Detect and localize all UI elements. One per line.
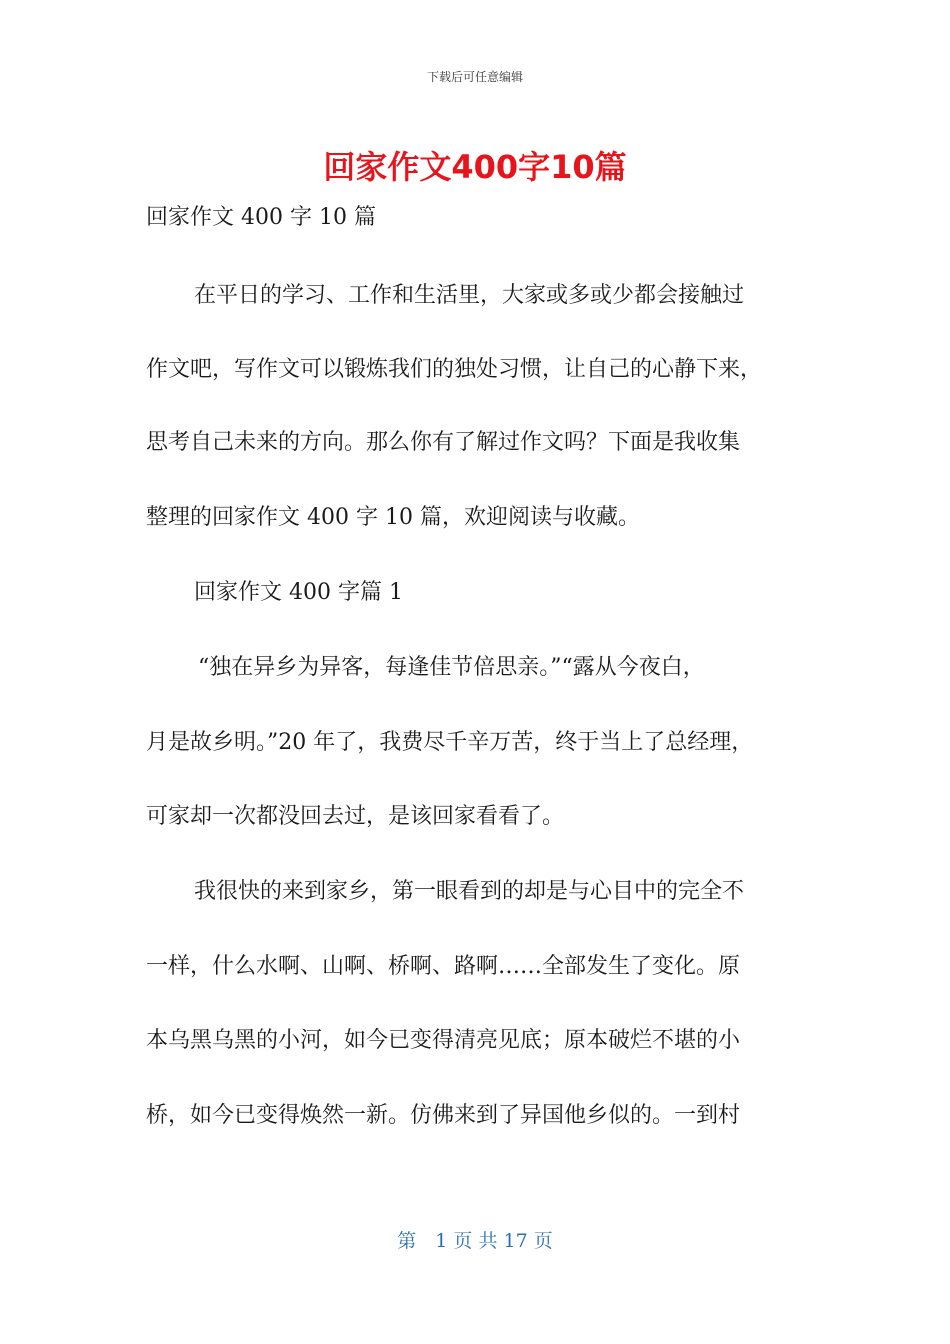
paragraph-line: 月是故乡明。”20 年了，我费尽千辛万苦，终于当上了总经理， [146,730,754,755]
paragraph-line: 整理的回家作文 400 字 10 篇，欢迎阅读与收藏。 [146,505,640,530]
header-note: 下载后可任意编辑 [426,70,523,84]
paragraph-line: 本乌黑乌黑的小河，如今已变得清亮见底；原本破烂不堪的小 [146,1028,741,1053]
paragraph-line: 一样，什么水啊、山啊、桥啊、路啊……全部发生了变化。原 [146,954,741,979]
paragraph-line: 我很快的来到家乡，第一眼看到的却是与心目中的完全不 [194,879,745,904]
paragraph-line: 可家却一次都没回去过，是该回家看看了。 [146,804,565,829]
paragraph-line: 作文吧，写作文可以锻炼我们的独处习惯，让自己的心静下来， [146,357,763,382]
paragraph-line: 在平日的学习、工作和生活里，大家或多或少都会接触过 [194,283,745,308]
subtitle-line: 回家作文 400 字 10 篇 [146,205,376,230]
page-footer: 第 1 页 共 17 页 [397,1230,553,1252]
document-title: 回家作文400字10篇 [323,148,627,186]
paragraph-line: “独在异乡为异客，每逢佳节倍思亲。”“露从今夜白， [198,655,705,680]
paragraph-line: 桥，如今已变得焕然一新。仿佛来到了异国他乡似的。一到村 [146,1103,741,1128]
section-heading: 回家作文 400 字篇 1 [194,580,403,605]
paragraph-line: 思考自己未来的方向。那么你有了解过作文吗？下面是我收集 [146,430,741,455]
